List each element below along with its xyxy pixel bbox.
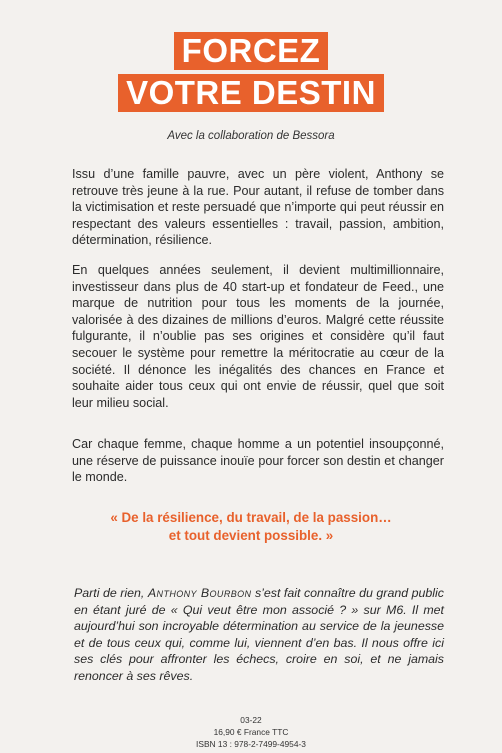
- pull-quote-line-1: « De la résilience, du travail, de la passion…: [110, 510, 392, 525]
- author-name: Anthony Bourbon: [147, 586, 252, 600]
- summary-paragraph-3: Car chaque femme, chaque homme a un potentiel insoupçonné, une réserve de puissance inouïe pour forcer son destin et changer le monde.: [72, 437, 444, 485]
- price: 16,90 € France TTC: [213, 727, 289, 737]
- author-bio: [74, 585, 444, 685]
- print-code: 03-22: [240, 715, 262, 725]
- collaboration-credit: Avec la collaboration de Bessora: [167, 130, 335, 142]
- isbn: ISBN 13 : 978-2-7499-4954-3: [196, 739, 306, 749]
- author-bio-intro: Parti de rien,: [74, 586, 148, 600]
- pull-quote: [0, 509, 502, 545]
- title-line-1: FORCEZ: [174, 32, 329, 70]
- publication-footer: [0, 714, 502, 750]
- book-title: [0, 32, 502, 112]
- author-bio-text: s’est fait connaître du grand public en étant juré de « Qui veut être mon associé ? » sur M6. Il met aujourd’hui son incroyable détermination au service de la jeunesse et de tous ceux qui, comme lui, viennent d’en bas. Il nous offre ici ses clés pour affronter les échecs, croire en soi, et ne jamais renoncer à ses rêves.: [74, 586, 444, 683]
- summary-paragraph-2: En quelques années seulement, il devient multimillionnaire, investisseur dans plus de 40 start-up et fondateur de Feed., une marque de nutrition pour tous les moments de la journée, valorisée à des dizaines de millions d’euros. Malgré cette réussite fulgurante, il n’oublie pas ses origines et considère qu’il faut secouer le système pour remettre la méritocratie au cœur de la société. Il dénonce les inégalités des chances en France et souhaite aider tous ceux qui ont envie de réussir, quel que soit leur milieu social.: [72, 263, 444, 410]
- title-line-2: VOTRE DESTIN: [118, 74, 384, 112]
- summary-paragraph-1: Issu d’une famille pauvre, avec un père violent, Anthony se retrouve très jeune à la rue. Pour autant, il refuse de tomber dans la victimisation et reste persuadé que n’importe qui peut réussir en respectant des valeurs essentielles : travail, passion, ambition, détermination, résilience.: [72, 167, 444, 248]
- pull-quote-line-2: et tout devient possible. »: [168, 528, 334, 543]
